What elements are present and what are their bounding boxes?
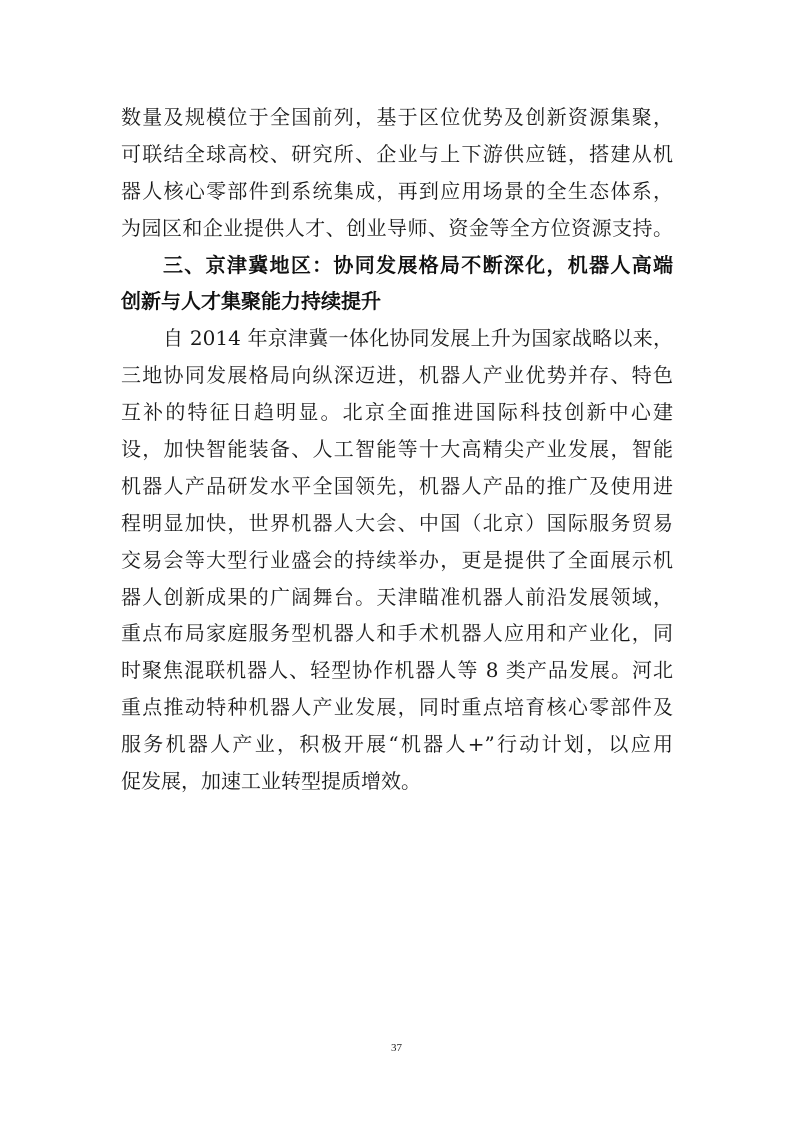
- text-line: 重点推动特种机器人产业发展，同时重点培育核心零部件及: [121, 695, 673, 720]
- text-line: 设，加快智能装备、人工智能等十大高精尖产业发展，智能: [121, 437, 673, 462]
- page-number: 37: [391, 1042, 402, 1054]
- paragraph: [121, 320, 673, 800]
- text-line: 重点布局家庭服务型机器人和手术机器人应用和产业化，同: [121, 621, 673, 646]
- text-line: 数量及规模位于全国前列，基于区位优势及创新资源集聚，: [121, 105, 673, 129]
- text-line: 促发展，加速工业转型提质增效。: [121, 769, 421, 794]
- text-line: 程明显加快，世界机器人大会、中国（北京）国际服务贸易: [121, 510, 673, 535]
- text-line: 服务机器人产业，积极开展“机器人+”行动计划，以应用: [121, 732, 673, 757]
- text-line: 为园区和企业提供人才、创业导师、资金等全方位资源支持。: [121, 215, 673, 240]
- text-line: 器人创新成果的广阔舞台。天津瞄准机器人前沿发展领域，: [121, 584, 673, 609]
- text-line: 可联结全球高校、研究所、企业与上下游供应链，搭建从机: [121, 141, 673, 166]
- text-line: 器人核心零部件到系统集成，再到应用场景的全生态体系，: [121, 178, 673, 203]
- text-line: 交易会等大型行业盛会的持续举办，更是提供了全面展示机: [121, 547, 673, 572]
- text-line: 三地协同发展格局向纵深迈进，机器人产业优势并存、特色: [121, 363, 673, 388]
- text-line: 互补的特征日趋明显。北京全面推进国际科技创新中心建: [121, 400, 673, 425]
- heading-line: 创新与人才集聚能力持续提升: [121, 289, 381, 314]
- heading-line: 三、京津冀地区：协同发展格局不断深化，机器人高端: [163, 252, 673, 277]
- text-line: 自 2014 年京津冀一体化协同发展上升为国家战略以来，: [163, 326, 673, 351]
- section-heading: [121, 247, 673, 321]
- paragraph-continuation: [121, 99, 673, 247]
- text-line: 时聚焦混联机器人、轻型协作机器人等 8 类产品发展。河北: [121, 658, 673, 683]
- body-text: [121, 99, 673, 800]
- text-line: 机器人产品研发水平全国领先，机器人产品的推广及使用进: [121, 473, 673, 498]
